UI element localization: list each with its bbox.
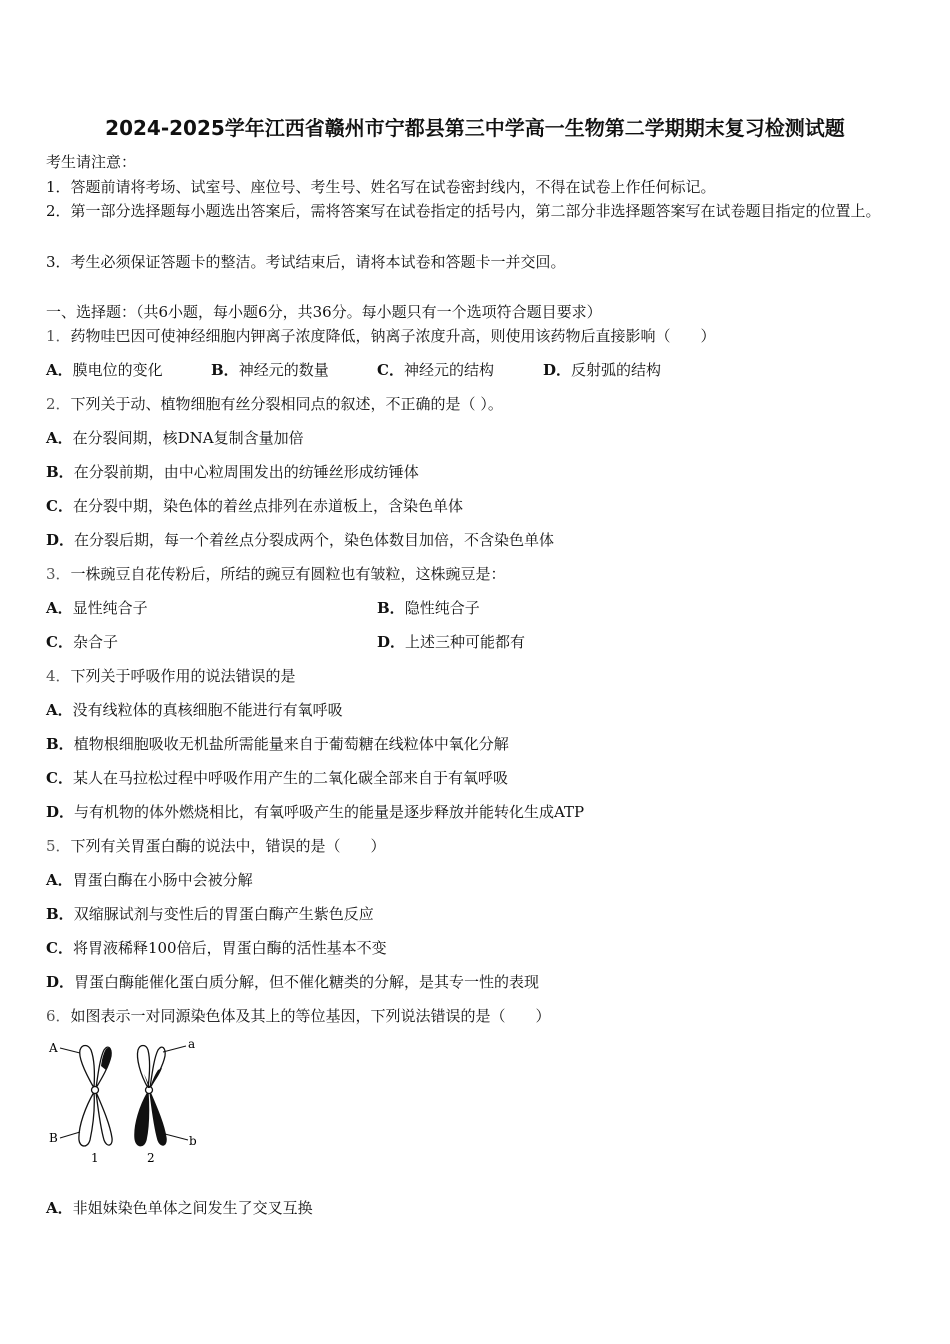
option-a[interactable]: A．胃蛋白酶在小肠中会被分解	[46, 871, 253, 889]
chromosome-1-black-segment	[101, 1048, 111, 1070]
question-3-options-row-1	[46, 598, 480, 618]
question-number: 1．	[46, 327, 71, 345]
page-title: 2024-2025学年江西省赣州市宁都县第三中学高一生物第二学期期末复习检测试题	[105, 116, 845, 140]
question-stem: 下列关于呼吸作用的说法错误的是	[70, 667, 296, 685]
question-stem: 一株豌豆自花传粉后，所结的豌豆有圆粒也有皱粒，这株豌豆是：	[70, 565, 506, 583]
option-c[interactable]: C．杂合子	[46, 633, 118, 651]
question-3-options-row-2	[46, 632, 525, 652]
option-b[interactable]: B．神经元的数量	[211, 361, 329, 379]
option-b[interactable]: B．植物根细胞吸收无机盐所需能量来自于葡萄糖在线粒体中氧化分解	[46, 735, 509, 753]
option-d[interactable]: D．与有机物的体外燃烧相比，有氧呼吸产生的能量是逐步释放并能转化生成ATP	[46, 803, 585, 821]
figure-label-1: 1	[91, 1151, 99, 1165]
question-1	[46, 326, 716, 346]
chromosome-figure	[46, 1036, 206, 1166]
option-a[interactable]: A．没有线粒体的真核细胞不能进行有氧呼吸	[46, 701, 343, 719]
figure-label-2: 2	[147, 1151, 155, 1165]
option-a[interactable]: A．在分裂间期，核DNA复制含量加倍	[46, 429, 304, 447]
option-d[interactable]: D．胃蛋白酶能催化蛋白质分解，但不催化糖类的分解，是其专一性的表现	[46, 973, 540, 991]
option-c[interactable]: C．将胃液稀释100倍后，胃蛋白酶的活性基本不变	[46, 939, 387, 957]
option-b[interactable]: B．隐性纯合子	[377, 599, 480, 617]
question-number: 2．	[46, 395, 71, 413]
question-1-options	[46, 360, 661, 380]
notice-item-2: 2．第一部分选择题每小题选出答案后，需将答案写在试卷指定的括号内，第二部分非选择题答案写在试卷题目指定的位置上。	[46, 202, 881, 220]
figure-label-a: a	[188, 1037, 196, 1051]
option-b[interactable]: B．在分裂前期，由中心粒周围发出的纺锤丝形成纺锤体	[46, 463, 419, 481]
option-a[interactable]: A．显性纯合子	[46, 599, 148, 617]
label-line-b-upper	[60, 1132, 80, 1138]
question-2	[46, 394, 503, 414]
question-number: 5．	[46, 837, 71, 855]
question-6	[46, 1006, 551, 1026]
option-d[interactable]: D．上述三种可能都有	[377, 633, 526, 651]
question-4	[46, 666, 296, 686]
question-number: 3．	[46, 565, 71, 583]
question-3	[46, 564, 506, 584]
option-c[interactable]: C．神经元的结构	[377, 361, 494, 379]
chromosome-2	[135, 1046, 166, 1146]
question-stem: 如图表示一对同源染色体及其上的等位基因，下列说法错误的是（ ）	[70, 1007, 551, 1025]
question-number: 6．	[46, 1007, 71, 1025]
label-line-a-upper	[60, 1048, 80, 1053]
figure-label-B: B	[49, 1131, 58, 1145]
option-c[interactable]: C．某人在马拉松过程中呼吸作用产生的二氧化碳全部来自于有氧呼吸	[46, 769, 508, 787]
notice-item-1: 1．答题前请将考场、试室号、座位号、考生号、姓名写在试卷密封线内，不得在试卷上作任何标记。	[46, 178, 716, 196]
label-line-a-lower	[163, 1046, 186, 1052]
question-stem: 药物哇巴因可使神经细胞内钾离子浓度降低，钠离子浓度升高，则使用该药物后直接影响（ ）	[70, 327, 716, 345]
section-heading: 一、选择题：（共6小题，每小题6分，共36分。每小题只有一个选项符合题目要求）	[46, 303, 602, 321]
label-line-b-lower	[165, 1134, 188, 1140]
option-d[interactable]: D．在分裂后期，每一个着丝点分裂成两个，染色体数目加倍，不含染色单体	[46, 531, 555, 549]
option-a[interactable]: A．非姐妹染色单体之间发生了交叉互换	[46, 1199, 313, 1217]
option-b[interactable]: B．双缩脲试剂与变性后的胃蛋白酶产生紫色反应	[46, 905, 374, 923]
notice-item-3: 3．考生必须保证答题卡的整洁。考试结束后，请将本试卷和答题卡一并交回。	[46, 253, 566, 271]
option-a[interactable]: A．膜电位的变化	[46, 361, 163, 379]
question-stem: 下列关于动、植物细胞有丝分裂相同点的叙述，不正确的是（ ）。	[70, 395, 503, 413]
figure-label-A: A	[49, 1041, 58, 1055]
question-5	[46, 836, 386, 856]
option-d[interactable]: D．反射弧的结构	[543, 361, 662, 379]
notice-heading: 考生请注意：	[46, 153, 137, 171]
question-stem: 下列有关胃蛋白酶的说法中，错误的是（ ）	[70, 837, 386, 855]
question-number: 4．	[46, 667, 71, 685]
figure-label-b: b	[189, 1134, 197, 1148]
option-c[interactable]: C．在分裂中期，染色体的着丝点排列在赤道板上，含染色单体	[46, 497, 463, 515]
